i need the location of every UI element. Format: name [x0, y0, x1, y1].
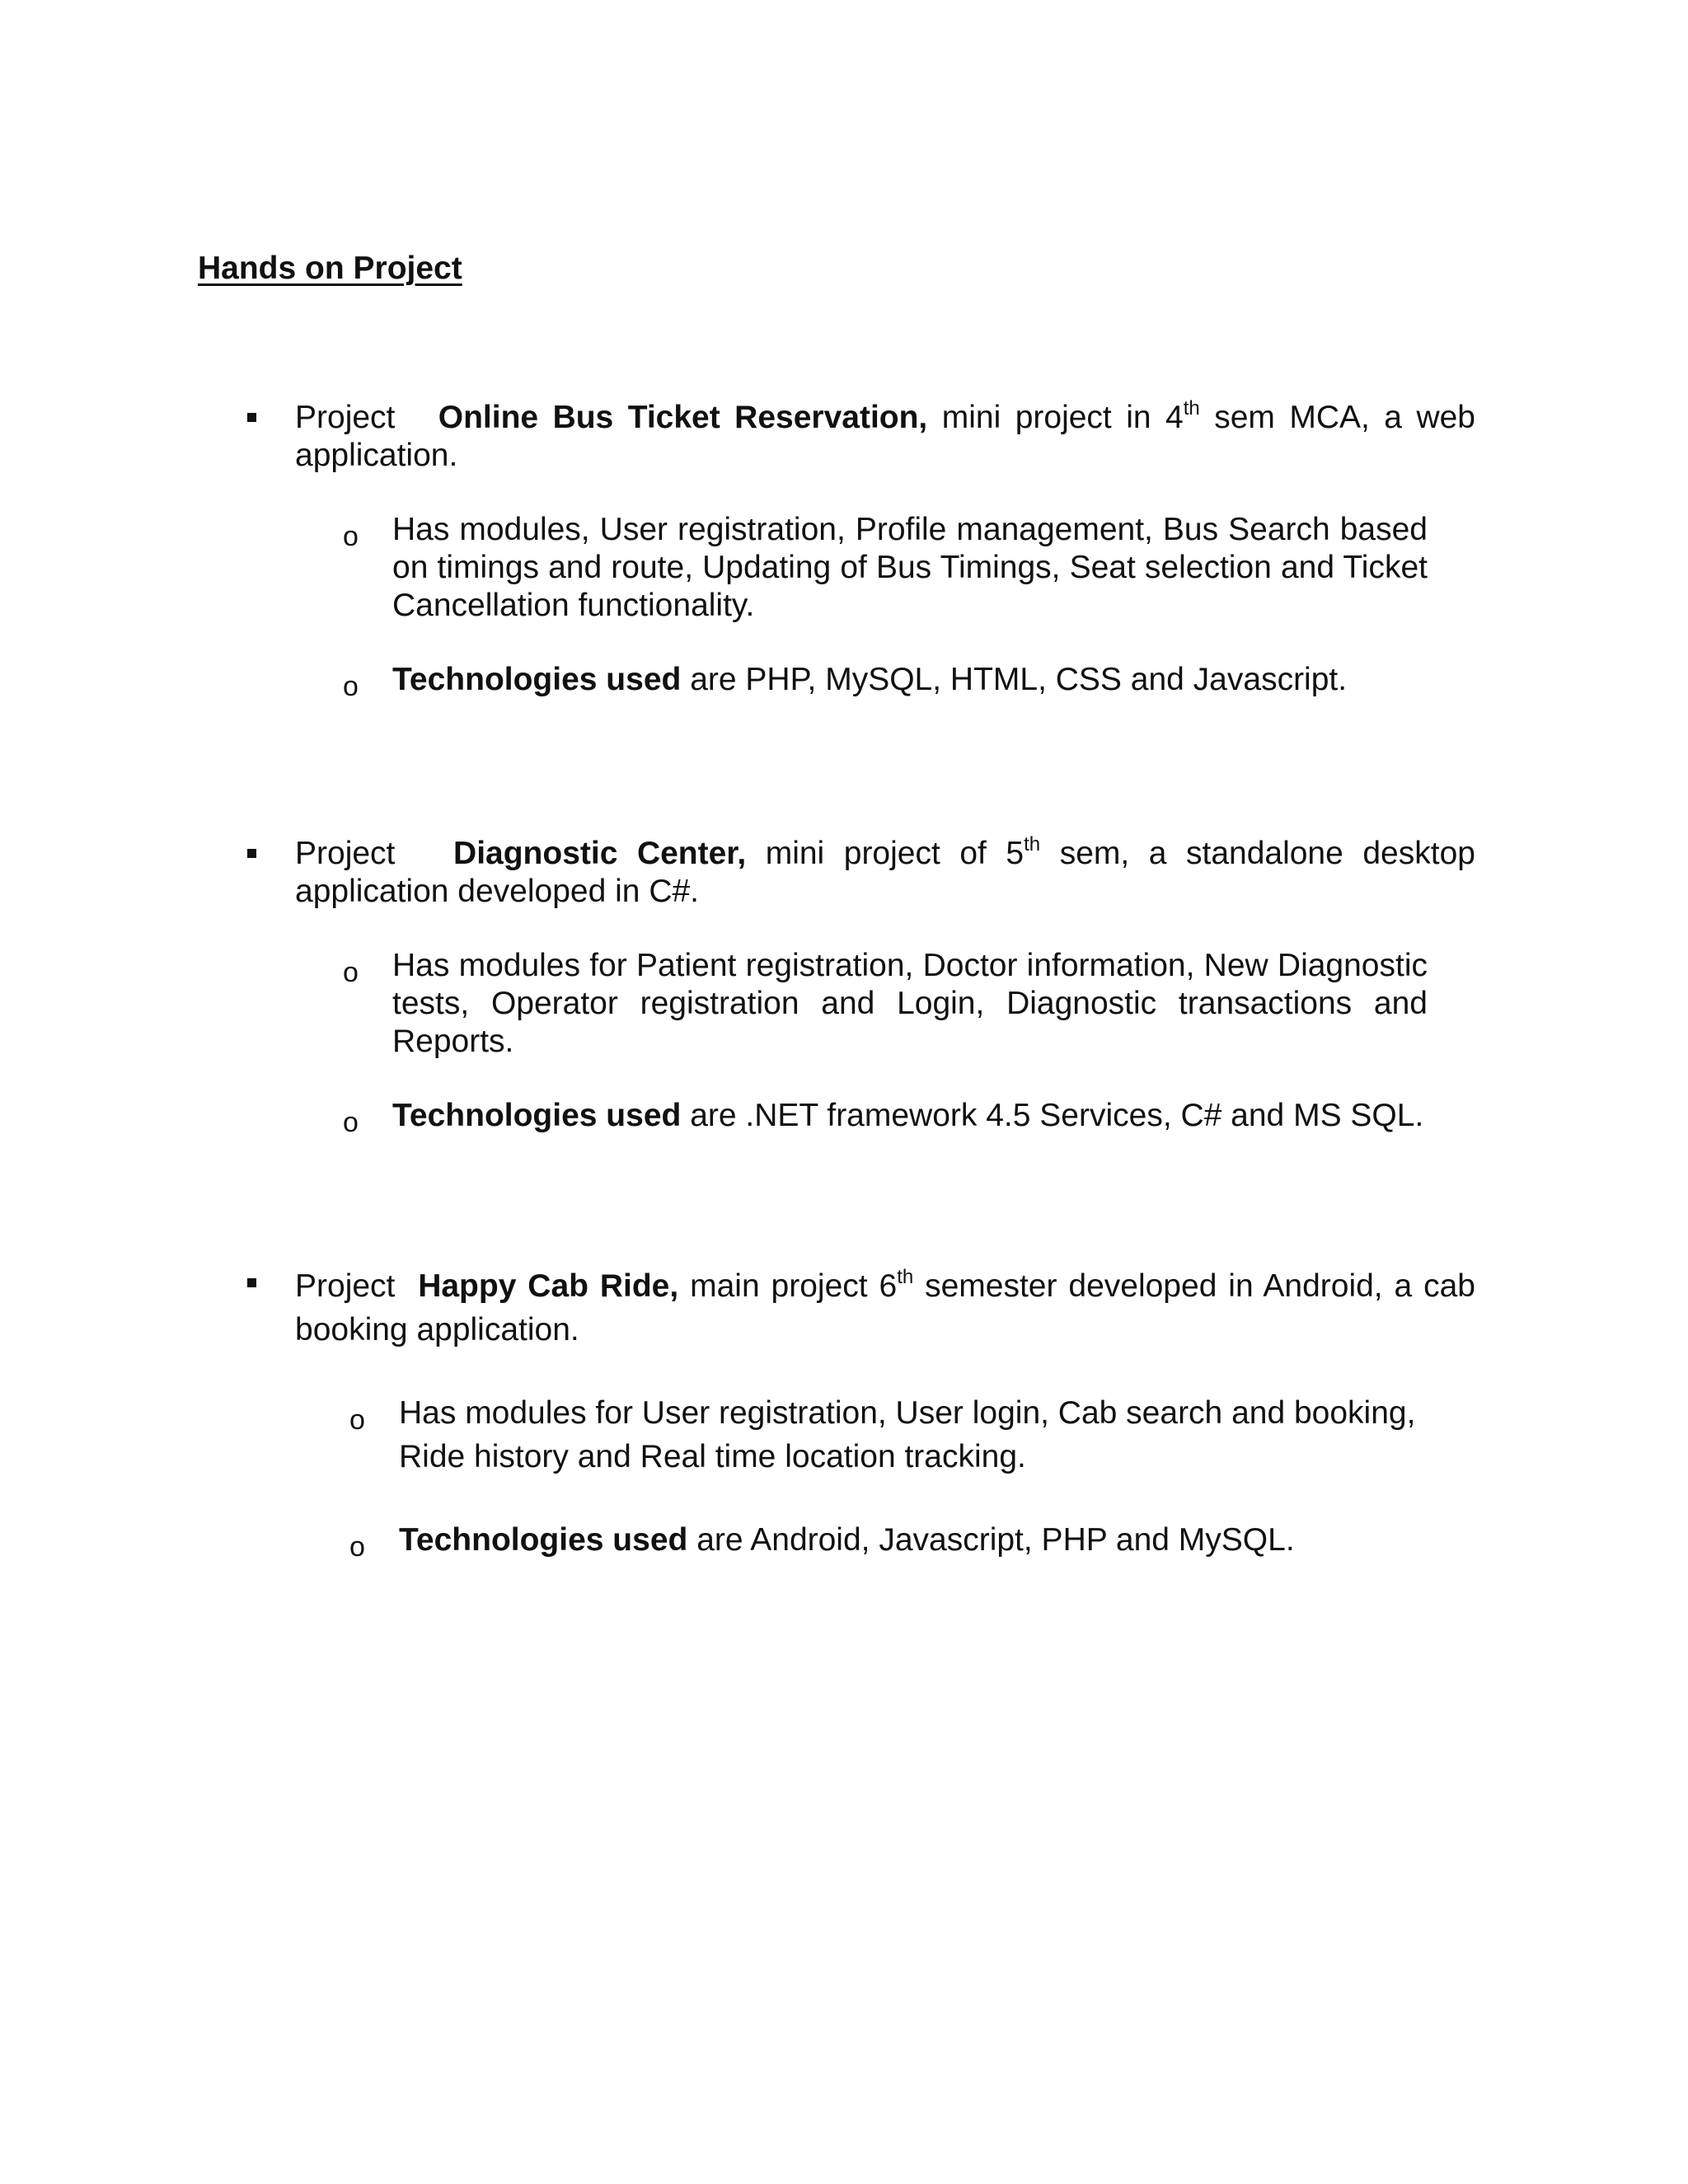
ordinal-suffix: th: [1183, 397, 1200, 419]
project-item-diagnostic-center: [247, 833, 1475, 1138]
technologies-text: are .NET framework 4.5 Services, C# and MS SQL.: [690, 1098, 1424, 1133]
square-bullet-icon: [247, 1278, 256, 1287]
modules-item: [247, 947, 1428, 1061]
project-prefix: Project: [295, 836, 396, 871]
ordinal-suffix: th: [1024, 833, 1041, 855]
project-desc-before-sup: main project 6: [690, 1268, 898, 1304]
modules-text: Has modules for User registration, User login, Cab search and booking, Ride history and Real time location tracking.: [399, 1395, 1416, 1474]
project-prefix: Project: [295, 1268, 396, 1304]
modules-item: [247, 1391, 1434, 1479]
project-name: Online Bus Ticket Reservation,: [438, 400, 928, 435]
technologies-item: [247, 661, 1428, 702]
circle-bullet-icon: o: [343, 521, 359, 552]
project-prefix: Project: [295, 400, 396, 435]
project-name: Diagnostic Center,: [453, 836, 747, 871]
project-desc-after-sup: sem MCA, a web application.: [295, 400, 1475, 473]
project-desc-after-sup: sem, a standalone desktop application developed in C#.: [295, 836, 1475, 909]
technologies-item: [247, 1097, 1428, 1138]
ordinal-suffix: th: [897, 1266, 914, 1288]
technologies-text: are Android, Javascript, PHP and MySQL.: [696, 1522, 1295, 1558]
project-item-happy-cab-ride: [247, 1264, 1475, 1562]
project-details-list: [247, 511, 1475, 702]
project-details-list: [247, 947, 1475, 1138]
project-title-line: [247, 1264, 1475, 1352]
project-desc-before-sup: mini project in 4: [941, 400, 1184, 435]
square-bullet-icon: [247, 413, 256, 422]
project-item-bus-ticket: [247, 397, 1475, 702]
circle-bullet-icon: o: [349, 1531, 365, 1563]
project-details-list: [247, 1391, 1475, 1562]
circle-bullet-icon: o: [343, 957, 359, 988]
modules-text: Has modules for Patient registration, Doctor information, New Diagnostic tests, Operator registration and Login, Diagnostic transactions and Reports.: [392, 948, 1428, 1059]
circle-bullet-icon: o: [343, 671, 359, 702]
project-desc-after-sup: semester developed in Android, a cab booking application.: [295, 1268, 1475, 1347]
project-title-line: [247, 399, 1475, 475]
page-heading: Hands on Project: [198, 251, 462, 286]
project-title-line: [247, 835, 1475, 911]
technologies-text: are PHP, MySQL, HTML, CSS and Javascript.: [690, 662, 1348, 697]
project-desc-before-sup: mini project of 5: [765, 836, 1025, 871]
technologies-label: Technologies used: [392, 1098, 682, 1133]
technologies-label: Technologies used: [399, 1522, 688, 1558]
circle-bullet-icon: o: [349, 1404, 365, 1436]
circle-bullet-icon: o: [343, 1107, 359, 1138]
modules-text: Has modules, User registration, Profile management, Bus Search based on timings and route, Updating of Bus Timings, Seat selection and Ticket Cancellation functionality.: [392, 512, 1428, 623]
square-bullet-icon: [247, 849, 256, 858]
modules-item: [247, 511, 1428, 625]
technologies-label: Technologies used: [392, 662, 682, 697]
technologies-item: [247, 1518, 1434, 1562]
project-name: Happy Cab Ride,: [418, 1268, 679, 1304]
